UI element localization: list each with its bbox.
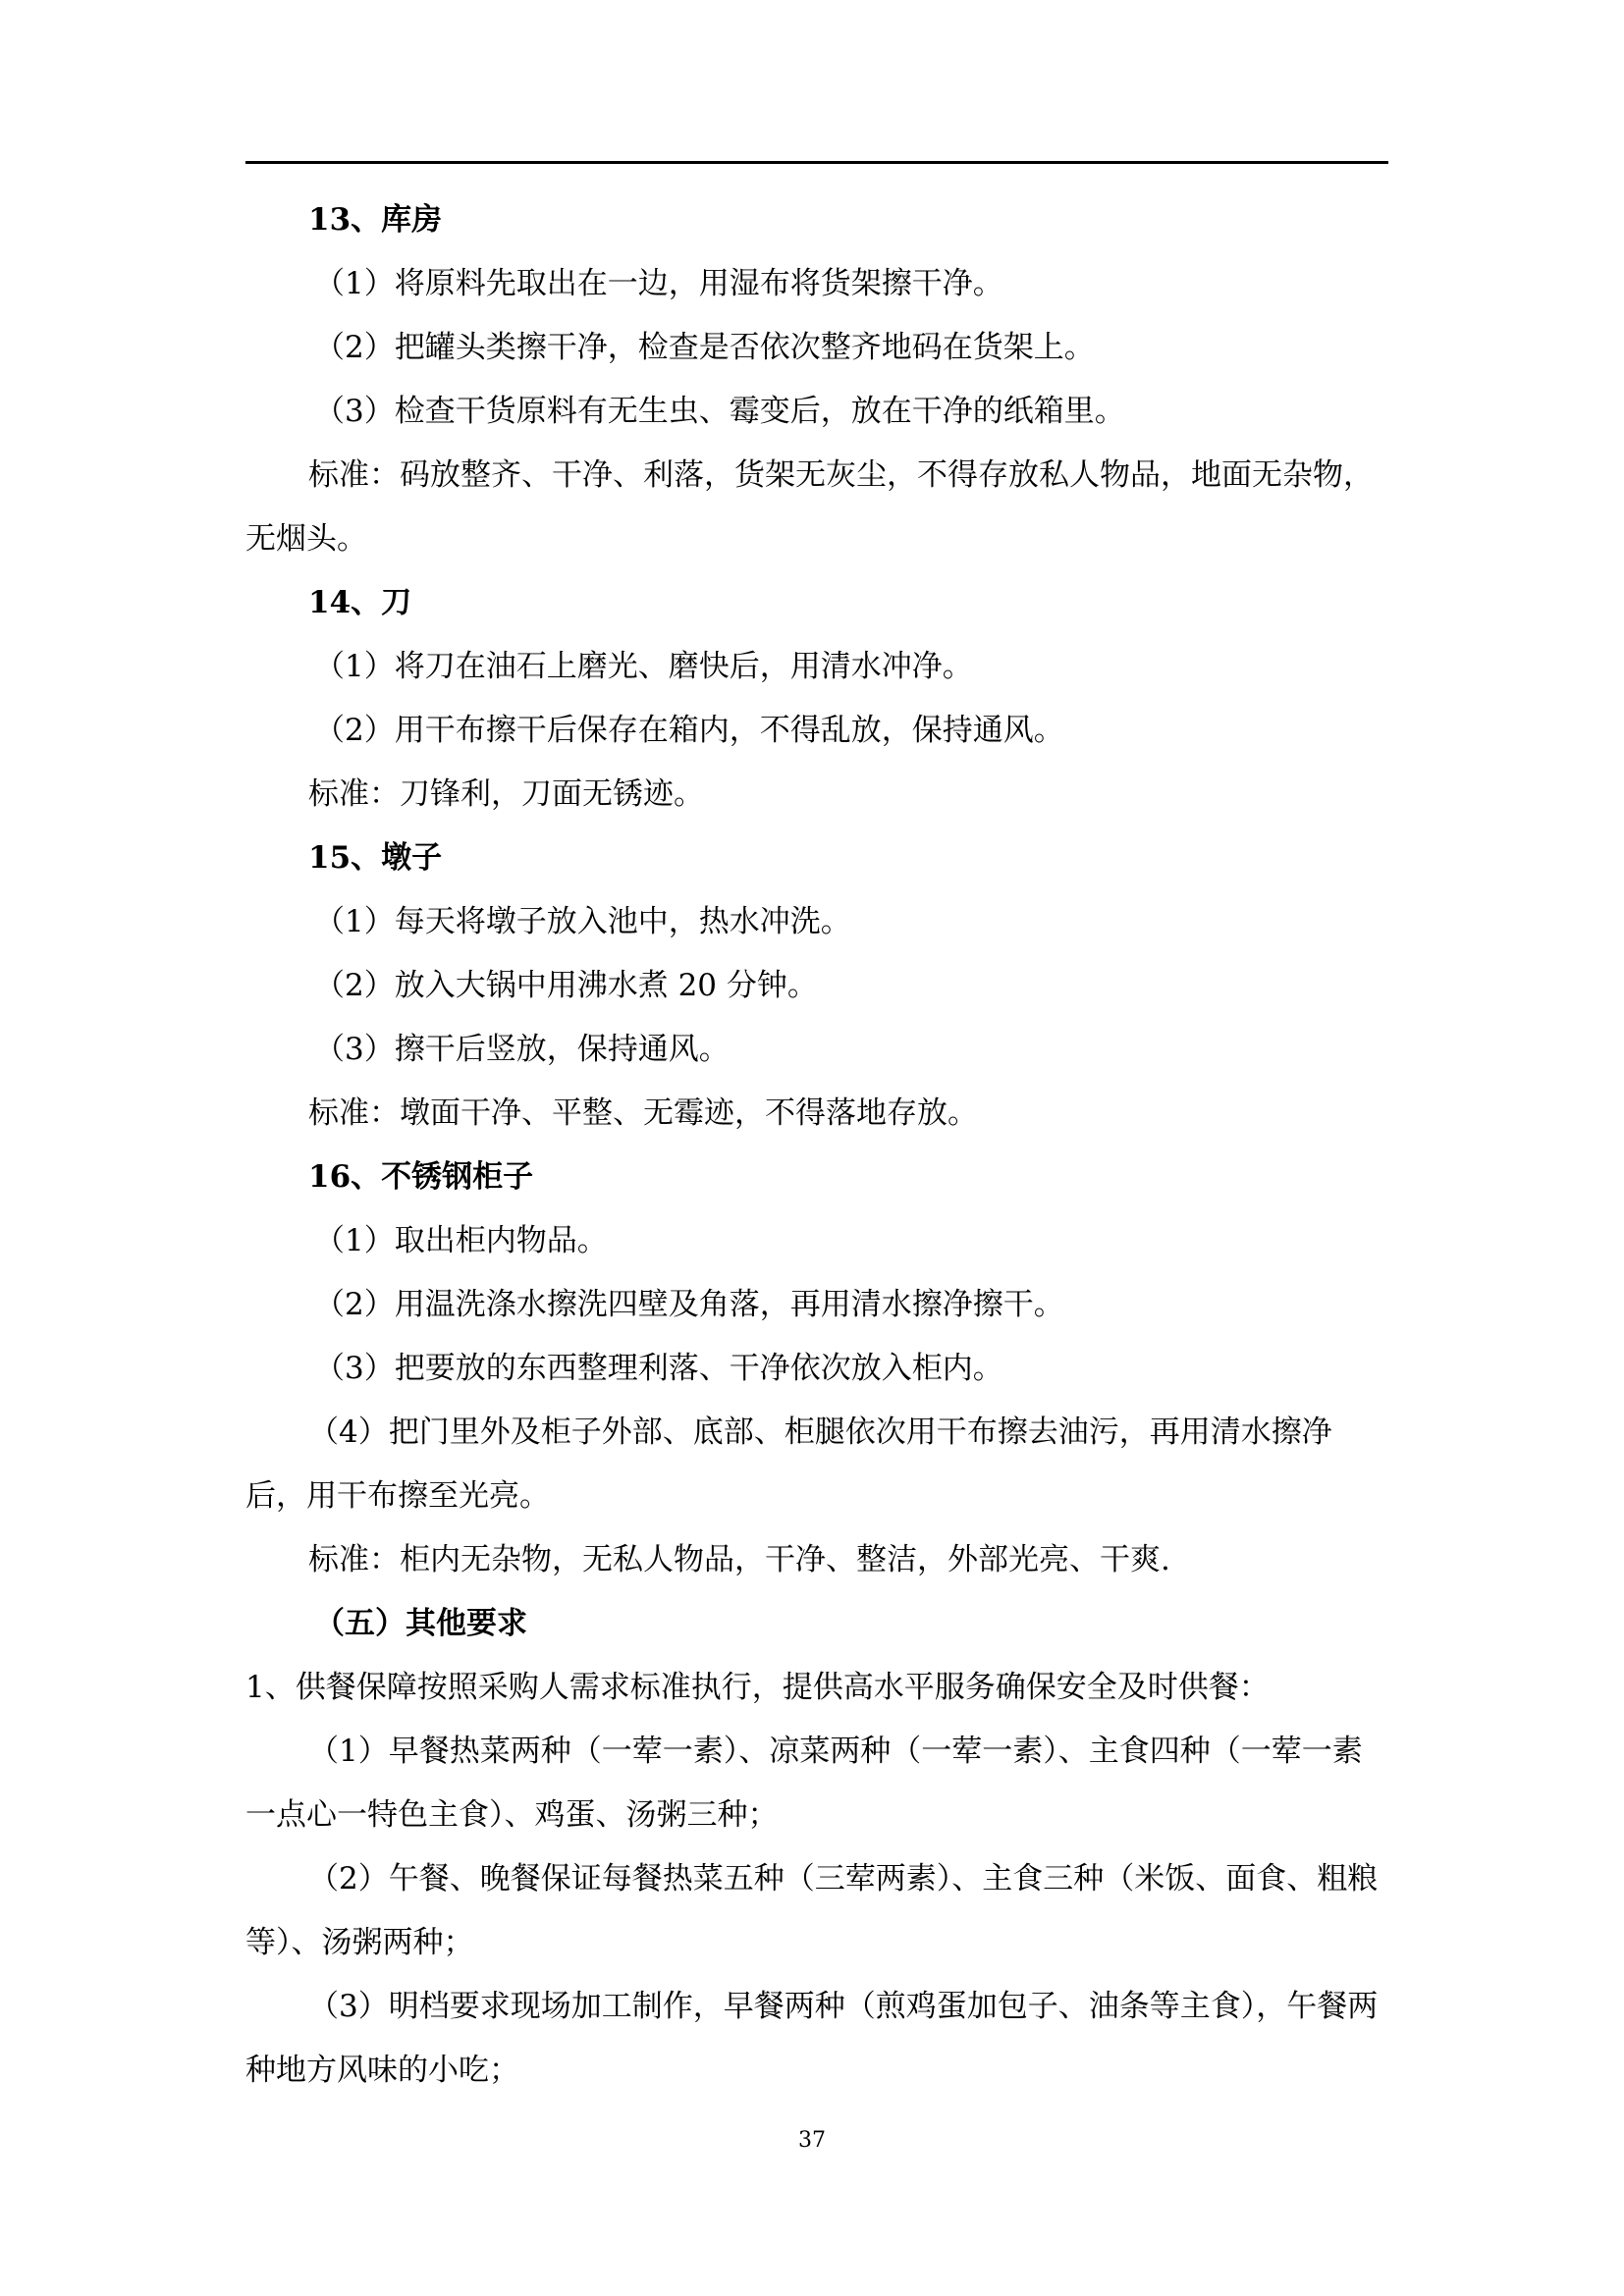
section-heading-16: 16、不锈钢柜子 xyxy=(308,1159,534,1195)
page-number: 37 xyxy=(798,2128,826,2153)
standard-text-15: 标准：墩面干净、平整、无霉迹，不得落地存放。 xyxy=(308,1095,978,1131)
list-item: （2）放入大锅中用沸水煮 20 分钟。 xyxy=(314,968,818,1003)
other-requirements-intro: 1、供餐保障按照采购人需求标准执行，提供高水平服务确保安全及时供餐： xyxy=(245,1670,1270,1705)
list-item: （3）擦干后竖放，保持通风。 xyxy=(314,1032,730,1067)
list-item-wrapped: （4）把门里外及柜子外部、底部、柜腿依次用干布擦去油污，再用清水擦净后，用干布擦至光亮。 xyxy=(245,1415,1332,1514)
list-item-wrapped: （1）早餐热菜两种（一荤一素）、凉菜两种（一荤一素）、主食四种（一荤一素一点心一特色主食）、鸡蛋、汤粥三种； xyxy=(245,1734,1363,1833)
header-rule xyxy=(245,161,1388,164)
list-item: （2）把罐头类擦干净，检查是否依次整齐地码在货架上。 xyxy=(314,330,1095,365)
list-item-wrapped: （3）明档要求现场加工制作，早餐两种（煎鸡蛋加包子、油条等主食），午餐两种地方风味的小吃； xyxy=(245,1989,1379,2088)
list-item: （1）将原料先取出在一边，用湿布将货架擦干净。 xyxy=(314,266,1003,301)
list-item: （1）将刀在油石上磨光、磨快后，用清水冲净。 xyxy=(314,649,973,684)
section-heading-13: 13、库房 xyxy=(308,202,443,238)
list-item: （1）取出柜内物品。 xyxy=(314,1223,608,1258)
standard-text-13: 标准：码放整齐、干净、利落，货架无灰尘，不得存放私人物品，地面无杂物，无烟头。 xyxy=(245,457,1374,557)
list-item: （3）检查干货原料有无生虫、霉变后，放在干净的纸箱里。 xyxy=(314,394,1125,429)
other-requirements-heading: （五）其他要求 xyxy=(314,1606,527,1641)
list-item: （3）把要放的东西整理利落、干净依次放入柜内。 xyxy=(314,1351,1003,1386)
standard-text-14: 标准：刀锋利，刀面无锈迹。 xyxy=(308,776,704,812)
standard-text-16: 标准：柜内无杂物，无私人物品，干净、整洁，外部光亮、干爽. xyxy=(308,1542,1170,1577)
list-item: （2）用干布擦干后保存在箱内，不得乱放，保持通风。 xyxy=(314,713,1064,748)
document-body xyxy=(245,188,1388,2103)
list-item-wrapped: （2）午餐、晚餐保证每餐热菜五种（三荤两素）、主食三种（米饭、面食、粗粮等）、汤粥两种； xyxy=(245,1861,1379,1960)
list-item: （1）每天将墩子放入池中，热水冲洗。 xyxy=(314,904,851,939)
list-item: （2）用温洗涤水擦洗四壁及角落，再用清水擦净擦干。 xyxy=(314,1287,1064,1322)
section-heading-15: 15、墩子 xyxy=(308,840,443,876)
section-heading-14: 14、刀 xyxy=(308,585,412,620)
